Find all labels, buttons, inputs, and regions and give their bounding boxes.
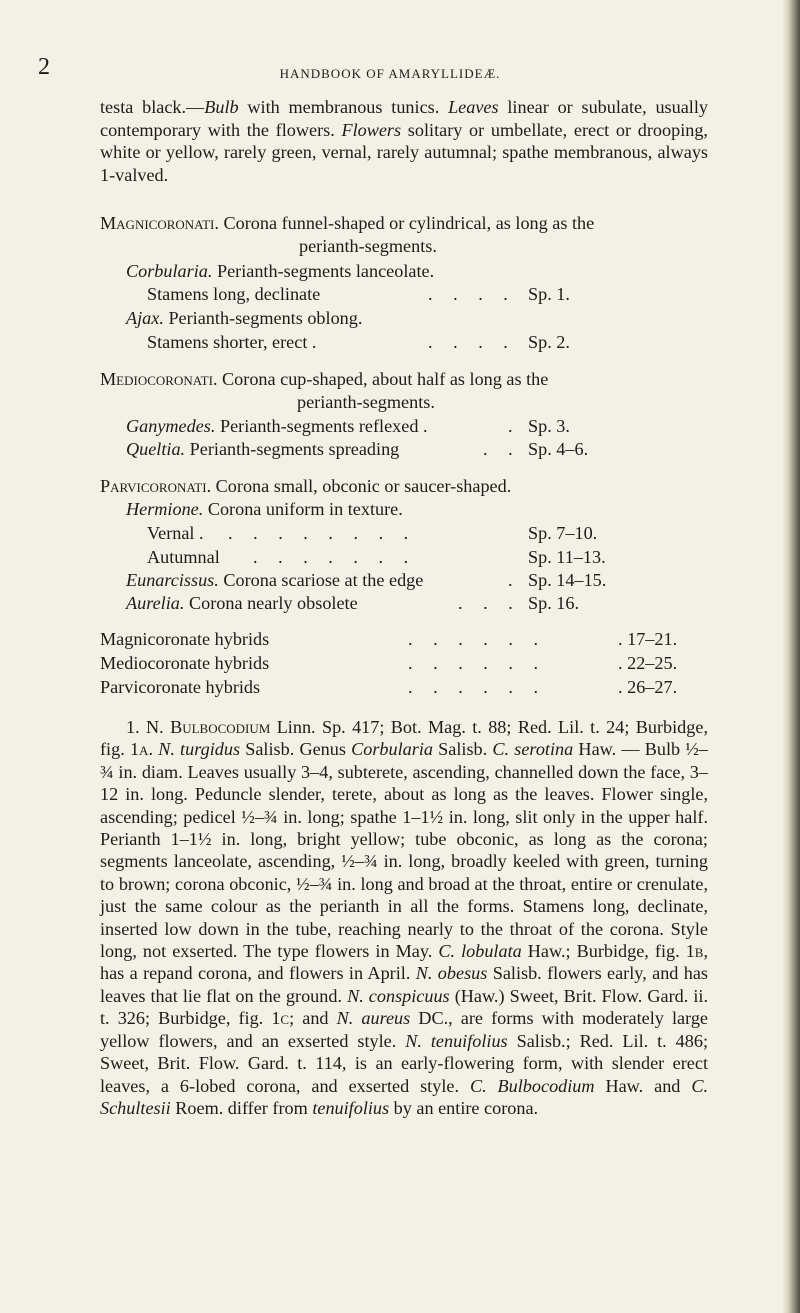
intro-paragraph: testa black.—Bulb with membranous tunics. Leaves linear or subulate, usually contemporary with the flowers. Flowers solitary or umbellate, erect or drooping, white or yellow, rarely green, vernal, rarely autumnal; spathe membranous, always 1-valved. bbox=[100, 97, 708, 185]
hermione-autumnal: Autumnal bbox=[147, 547, 220, 567]
species-ref: Sp. 14–15. bbox=[528, 570, 607, 590]
running-title: HANDBOOK OF AMARYLLIDEÆ. bbox=[279, 66, 501, 81]
genus-aurelia: Aurelia. Corona nearly obsolete bbox=[126, 593, 358, 613]
genus-queltia: Queltia. Perianth-segments spreading bbox=[126, 439, 400, 459]
species-ref: Sp. 3. bbox=[528, 416, 570, 436]
key-parvicoronati: Parvicoronati. Corona small, obconic or saucer-shaped. bbox=[100, 476, 512, 496]
leader-dots: . . . . . . . bbox=[253, 547, 417, 567]
species-ref: Sp. 2. bbox=[528, 332, 570, 352]
species-range: . 17–21. bbox=[618, 629, 678, 649]
genus-corbularia: Corbularia. Perianth-segments lanceolate. bbox=[126, 261, 435, 281]
leader-dots: . . bbox=[483, 439, 521, 459]
ajax-stamens: Stamens shorter, erect . bbox=[147, 332, 317, 352]
species-ref: Sp. 7–10. bbox=[528, 523, 598, 543]
genus-eunarcissus: Eunarcissus. Corona scariose at the edge bbox=[126, 570, 424, 590]
page-edge-shadow bbox=[782, 0, 800, 1313]
leader-dots: . bbox=[508, 416, 521, 436]
corbularia-stamens: Stamens long, declinate bbox=[147, 284, 321, 304]
key-magnicoronati: Magnicoronati. Corona funnel-shaped or cylindrical, as long as the bbox=[100, 213, 595, 233]
species-ref: Sp. 11–13. bbox=[528, 547, 606, 567]
species-ref: Sp. 4–6. bbox=[528, 439, 589, 459]
genus-ajax: Ajax. Perianth-segments oblong. bbox=[126, 308, 363, 328]
species-range: . 22–25. bbox=[618, 653, 678, 673]
hybrid-row-parvi: Parvicoronate hybrids bbox=[100, 677, 261, 697]
leader-dots: . . . . . . bbox=[408, 629, 547, 649]
hermione-vernal: Vernal . bbox=[147, 523, 204, 543]
leader-dots: . . . . bbox=[428, 284, 516, 304]
species-ref: Sp. 1. bbox=[528, 284, 570, 304]
hybrid-row-medio: Mediocoronate hybrids bbox=[100, 653, 270, 673]
leader-dots: . bbox=[508, 570, 521, 590]
leader-dots: . . . . bbox=[428, 332, 516, 352]
leader-dots: . . . . . . bbox=[408, 653, 547, 673]
leader-dots: . . . . . . bbox=[408, 677, 547, 697]
genus-ganymedes: Ganymedes. Perianth-segments reflexed . bbox=[126, 416, 428, 436]
key-magnicoronati-cont: perianth-segments. bbox=[299, 236, 437, 256]
hybrid-row-magni: Magnicoronate hybrids bbox=[100, 629, 270, 649]
key-mediocoronati: Mediocoronati. Corona cup-shaped, about half as long as the bbox=[100, 369, 549, 389]
species-entry-bulbocodium: 1. N. Bulbocodium Linn. Sp. 417; Bot. Mag. t. 88; Red. Lil. t. 24; Burbidge, fig. 1a. N. turgidus Salisb. Genus Corbularia Salisb. C. serotina Haw. — Bulb ½–¾ in. diam. Leaves usually 3–4, subterete, ascending, channelled down the face, 3–12 in. long. Peduncle slender, terete, about as long as the leaves. Flower single, ascending; pedicel ½–¾ in. long; spathe 1–1½ in. long, slit only in the upper half. Perianth 1–1½ in. long, bright yellow; tube obconic, as long as the corona; segments lanceolate, ascending, ½–¾ in. long, broadly keeled with green, turning to brown; corona obconic, ½–¾ in. long and broad at the throat, entire or crenulate, just the same colour as the perianth in all the forms. Stamens long, declinate, inserted low down in the tube, reaching nearly to the throat of the corona. Style long, not exserted. The type flowers in May. C. lobulata Haw.; Burbidge, fig. 1b, has a repand corona, and flowers in April. N. obesus Salisb. flowers early, and has leaves that lie flat on the ground. N. conspicuus (Haw.) Sweet, Brit. Flow. Gard. ii. t. 326; Burbidge, fig. 1c; and N. aureus DC., are forms with moderately large yellow flowers, and an exserted style. N. tenuifolius Salisb.; Red. Lil. t. 486; Sweet, Brit. Flow. Gard. t. 114, is an early-flowering form, with slender erect leaves, a 6-lobed corona, and exserted style. C. Bulbocodium Haw. and C. Schultesii Roem. differ from tenuifolius by an entire corona. bbox=[100, 717, 709, 1118]
leader-dots: . . . . . . . . bbox=[228, 523, 417, 543]
genus-hermione: Hermione. Corona uniform in texture. bbox=[126, 499, 403, 519]
species-range: . 26–27. bbox=[618, 677, 678, 697]
page-number: 2 bbox=[38, 54, 50, 80]
key-mediocoronati-cont: perianth-segments. bbox=[297, 392, 435, 412]
leader-dots: . . . bbox=[458, 593, 521, 613]
species-ref: Sp. 16. bbox=[528, 593, 580, 613]
